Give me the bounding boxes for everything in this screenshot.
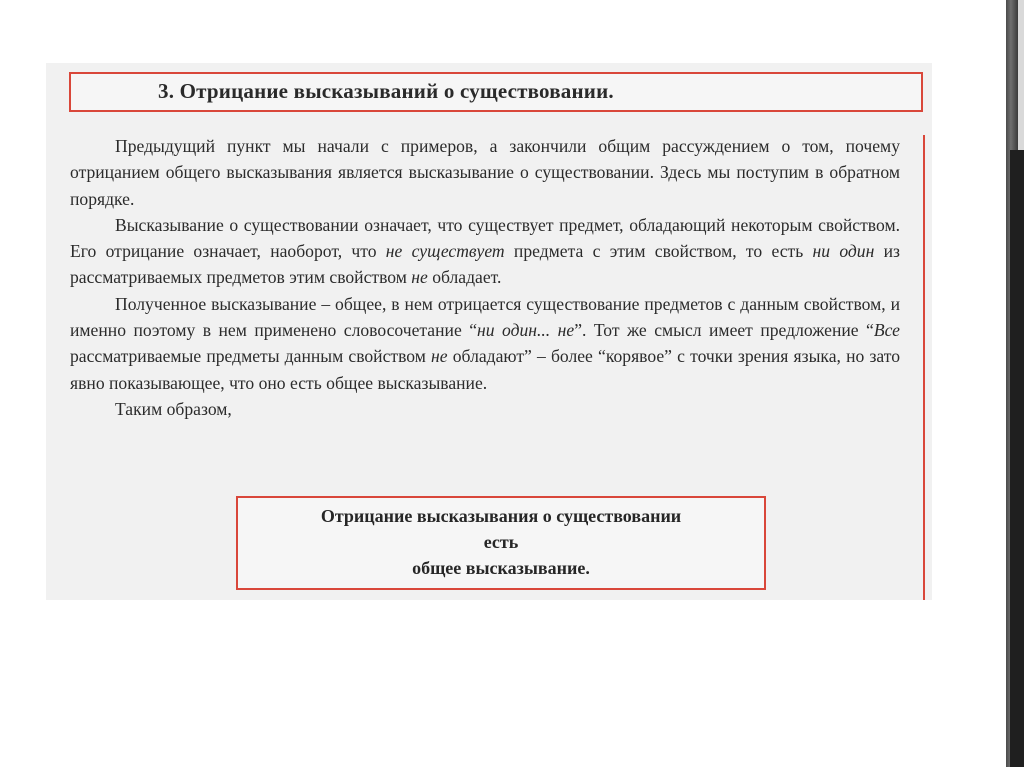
- paragraph-3-text: обладают” – более “корявое” с точки зрения языка, но зато явно показывающее, что оно есть общее высказывание.: [70, 346, 900, 393]
- textbook-page-image: [46, 63, 932, 600]
- paragraph-4: [70, 396, 900, 422]
- emphasis-ni-odin-ne: ни один... не: [477, 320, 575, 341]
- rule-box: [236, 496, 766, 590]
- paragraph-2-text: Высказывание о существовании означает, что существует предмет, обладающий некоторым свойством. Его отрицание означает, наоборот, что: [70, 214, 900, 262]
- rule-line-2: есть: [483, 532, 519, 552]
- paragraph-2: [70, 212, 900, 291]
- paragraph-1: [70, 133, 900, 212]
- paragraph-4-text: Таким образом,: [115, 398, 232, 419]
- paragraph-3-text: ”. Тот же смысл имеет предложение “: [574, 320, 874, 341]
- paragraph-2-text: предмета с этим свойством, то есть: [504, 241, 813, 262]
- paragraph-2-text: обладает.: [427, 267, 502, 288]
- emphasis-ne: не: [411, 267, 428, 288]
- paragraph-3: [70, 291, 900, 396]
- margin-rule: [923, 135, 925, 600]
- paragraph-3-text: рассматриваемые предметы данным свойством: [70, 346, 432, 367]
- section-heading: 3. Отрицание высказываний о существовании.: [158, 79, 614, 103]
- emphasis-ne: не: [431, 346, 448, 367]
- paragraph-1-text: Предыдущий пункт мы начали с примеров, а закончили общим рассуждением о том, почему отрицанием общего высказывания является высказывание о существовании. Здесь мы поступим в обратном порядке.: [70, 136, 900, 209]
- emphasis-ni-odin: ни один: [812, 241, 875, 262]
- paragraph-2-text: из рассматриваемых предметов этим свойством: [70, 241, 900, 288]
- emphasis-ne-sushchestvuet: не существует: [385, 241, 505, 262]
- rule-line-1: Отрицание высказывания о существовании: [320, 506, 682, 526]
- paragraph-3-text: Полученное высказывание – общее, в нем отрицается существование предметов с данным свойством, и именно поэтому в нем применено словосочетание “: [70, 293, 900, 341]
- section-heading-box: [69, 72, 923, 112]
- slide-edge-highlight: [1018, 0, 1024, 150]
- slide-edge-block: [1010, 150, 1024, 767]
- emphasis-vse: Все: [873, 320, 900, 341]
- body-text: [70, 133, 900, 422]
- rule-line-3: общее высказывание.: [412, 558, 590, 578]
